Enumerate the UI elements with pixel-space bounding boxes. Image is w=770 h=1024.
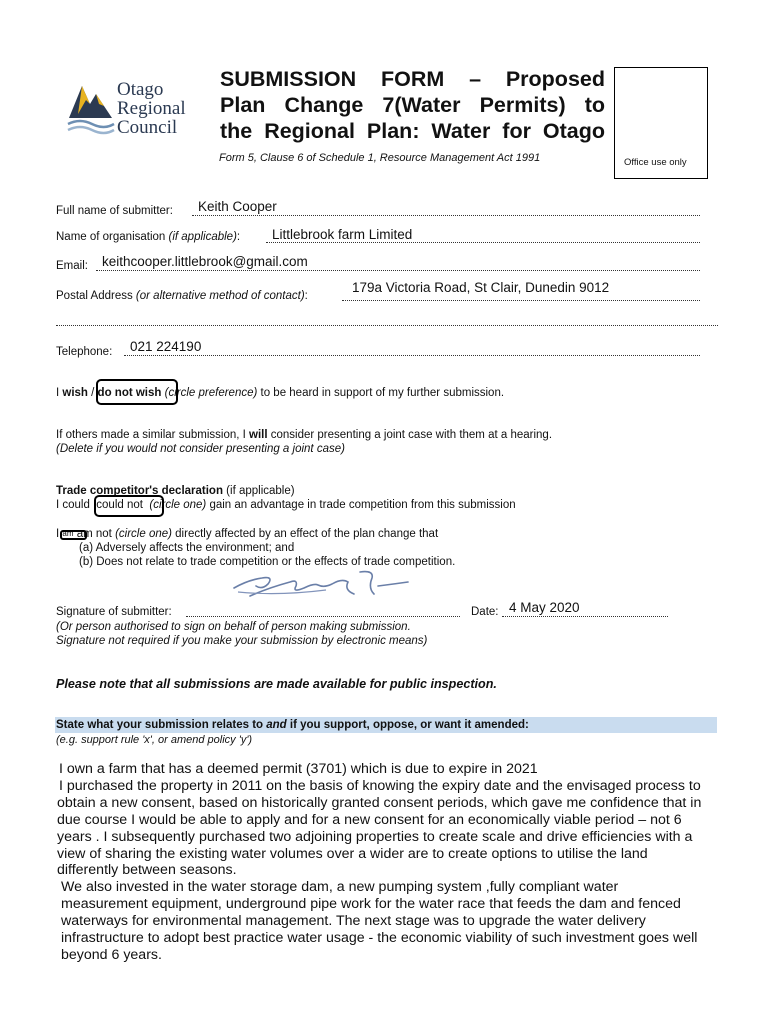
relates-heading-a: State what your submission relates to <box>56 719 267 731</box>
mountain-logo-icon <box>66 78 116 140</box>
submission-line: waterways for environmental management. The next stage was to upgrade the water delivery <box>61 913 646 930</box>
joint-will: will <box>249 429 268 441</box>
trade-am[interactable]: am <box>62 529 74 538</box>
submission-line: I own a farm that has a deemed permit (3701) which is due to expire in 2021 <box>59 761 538 777</box>
title-line: Plan Change 7(Water Permits) to <box>220 93 605 117</box>
submission-line: differently between seasons. <box>57 862 237 879</box>
submission-line: years . I subsequently purchased two adjoining properties to create scale and drive efficiencies with a <box>57 828 693 845</box>
relates-example: (e.g. support rule 'x', or amend policy 'y') <box>56 734 253 746</box>
organisation-field[interactable]: Littlebrook farm Limited <box>272 227 413 242</box>
submission-line: obtain a new consent, based on historically granted consent periods, which gave me confidence that in <box>57 794 702 811</box>
trade-i: I <box>56 528 63 540</box>
logo-line: Otago <box>117 79 164 100</box>
postal-label-hint: (or alternative method of contact) <box>135 290 305 302</box>
submission-line: We also invested in the water storage dam, a new pumping system ,fully compliant water <box>61 879 619 896</box>
trade-heading-hint: (if applicable) <box>222 485 295 497</box>
signature-note-2: Signature not required if you make your submission by electronic means) <box>56 635 428 647</box>
joint-text-a: If others made a similar submission, I <box>56 429 250 441</box>
hearing-do-not-wish[interactable]: do not wish <box>97 387 162 399</box>
am-circle <box>60 530 87 540</box>
postal-line-2 <box>56 325 718 326</box>
signature-label: Signature of submitter: <box>56 606 172 618</box>
joint-case-note: (Delete if you would not consider presenting a joint case) <box>56 443 345 455</box>
title-line: the Regional Plan: Water for Otago <box>220 119 605 143</box>
submission-line: measurement equipment, underground pipe work for the water race that feeds the dam and fenced <box>61 896 681 913</box>
organisation-label-colon: : <box>236 231 241 243</box>
council-logo <box>66 76 216 140</box>
trade-item-a: (a) Adversely affects the environment; and <box>79 542 295 554</box>
hearing-suffix: to be heard in support of my further submission. <box>257 387 505 399</box>
organisation-label-text: Name of organisation <box>56 231 166 243</box>
organisation-label <box>56 231 240 243</box>
telephone-label: Telephone: <box>56 346 113 358</box>
trade-hint-1: (circle one) <box>149 499 207 511</box>
relates-heading-b: if you support, oppose, or want it amended: <box>286 719 529 731</box>
full-name-label: Full name of submitter: <box>56 205 173 217</box>
office-use-label: Office use only <box>624 157 687 168</box>
full-name-line <box>192 215 700 216</box>
submission-line: I purchased the property in 2011 on the basis of knowing the expiry date and the envisaged process to <box>59 777 701 794</box>
trade-could-not[interactable]: could not <box>96 499 143 511</box>
could-not-circle <box>94 495 164 517</box>
relates-heading <box>56 719 529 731</box>
postal-label-text: Postal Address <box>56 290 133 302</box>
hearing-slash: / <box>87 387 98 399</box>
full-name-field[interactable]: Keith Cooper <box>198 199 277 214</box>
trade-heading-text: Trade competitor's declaration <box>56 485 223 497</box>
trade-item-b: (b) Does not relate to trade competition or the effects of trade competition. <box>79 556 456 568</box>
email-field[interactable]: keithcooper.littlebrook@gmail.com <box>102 254 308 269</box>
office-use-box <box>614 67 708 179</box>
form-subtitle: Form 5, Clause 6 of Schedule 1, Resource Management Act 1991 <box>219 152 541 164</box>
trade-line-2 <box>56 528 438 540</box>
trade-text-2: directly affected by an effect of the plan change that <box>171 528 439 540</box>
trade-hint-2: (circle one) <box>115 528 172 540</box>
submission-text[interactable] <box>57 761 770 964</box>
telephone-line <box>124 355 700 356</box>
submission-line: infrastructure to adopt best practice water usage - the economic viability of such investment goes well <box>61 930 698 947</box>
logo-line: Council <box>117 117 178 138</box>
joint-case-line <box>56 429 552 441</box>
organisation-line <box>266 242 700 243</box>
postal-field[interactable]: 179a Victoria Road, St Clair, Dunedin 9012 <box>352 280 610 295</box>
telephone-field[interactable]: 021 224190 <box>130 339 202 354</box>
signature-line <box>186 616 460 617</box>
submission-line: view of sharing the existing water volumes over a wider are to create options to utilise the land <box>57 845 648 862</box>
date-field[interactable]: 4 May 2020 <box>509 600 580 615</box>
hearing-hint: (circle preference) <box>164 387 258 399</box>
relates-heading-and: and <box>266 719 287 731</box>
handwritten-signature <box>228 566 413 602</box>
form-title <box>220 66 605 144</box>
hearing-wish[interactable]: wish <box>62 387 88 399</box>
joint-text-b: consider presenting a joint case with them at a hearing. <box>267 429 553 441</box>
submission-line: beyond 6 years. <box>61 946 162 963</box>
public-notice: Please note that all submissions are made available for public inspection. <box>56 677 497 691</box>
email-label: Email: <box>56 260 88 272</box>
hearing-prefix: I <box>56 387 63 399</box>
date-label: Date: <box>471 606 499 618</box>
do-not-wish-circle <box>96 379 178 405</box>
organisation-label-hint: (if applicable) <box>168 231 237 243</box>
signature-note-1: (Or person authorised to sign on behalf of person making submission. <box>56 621 411 633</box>
postal-label <box>56 290 308 302</box>
postal-label-colon: : <box>304 290 308 302</box>
trade-could[interactable]: I could <box>56 499 90 511</box>
logo-line: Regional <box>117 98 186 119</box>
postal-line <box>342 300 700 301</box>
date-line <box>502 616 668 617</box>
trade-heading <box>56 485 295 497</box>
title-line: SUBMISSION FORM – Proposed <box>220 67 605 91</box>
submission-line: due course I would be able to apply and for a new consent for an economically viable period – not 6 <box>57 811 682 828</box>
email-line <box>96 270 700 271</box>
trade-text-1: gain an advantage in trade competition from this submission <box>206 499 516 511</box>
trade-am-not[interactable]: am not <box>73 528 116 540</box>
